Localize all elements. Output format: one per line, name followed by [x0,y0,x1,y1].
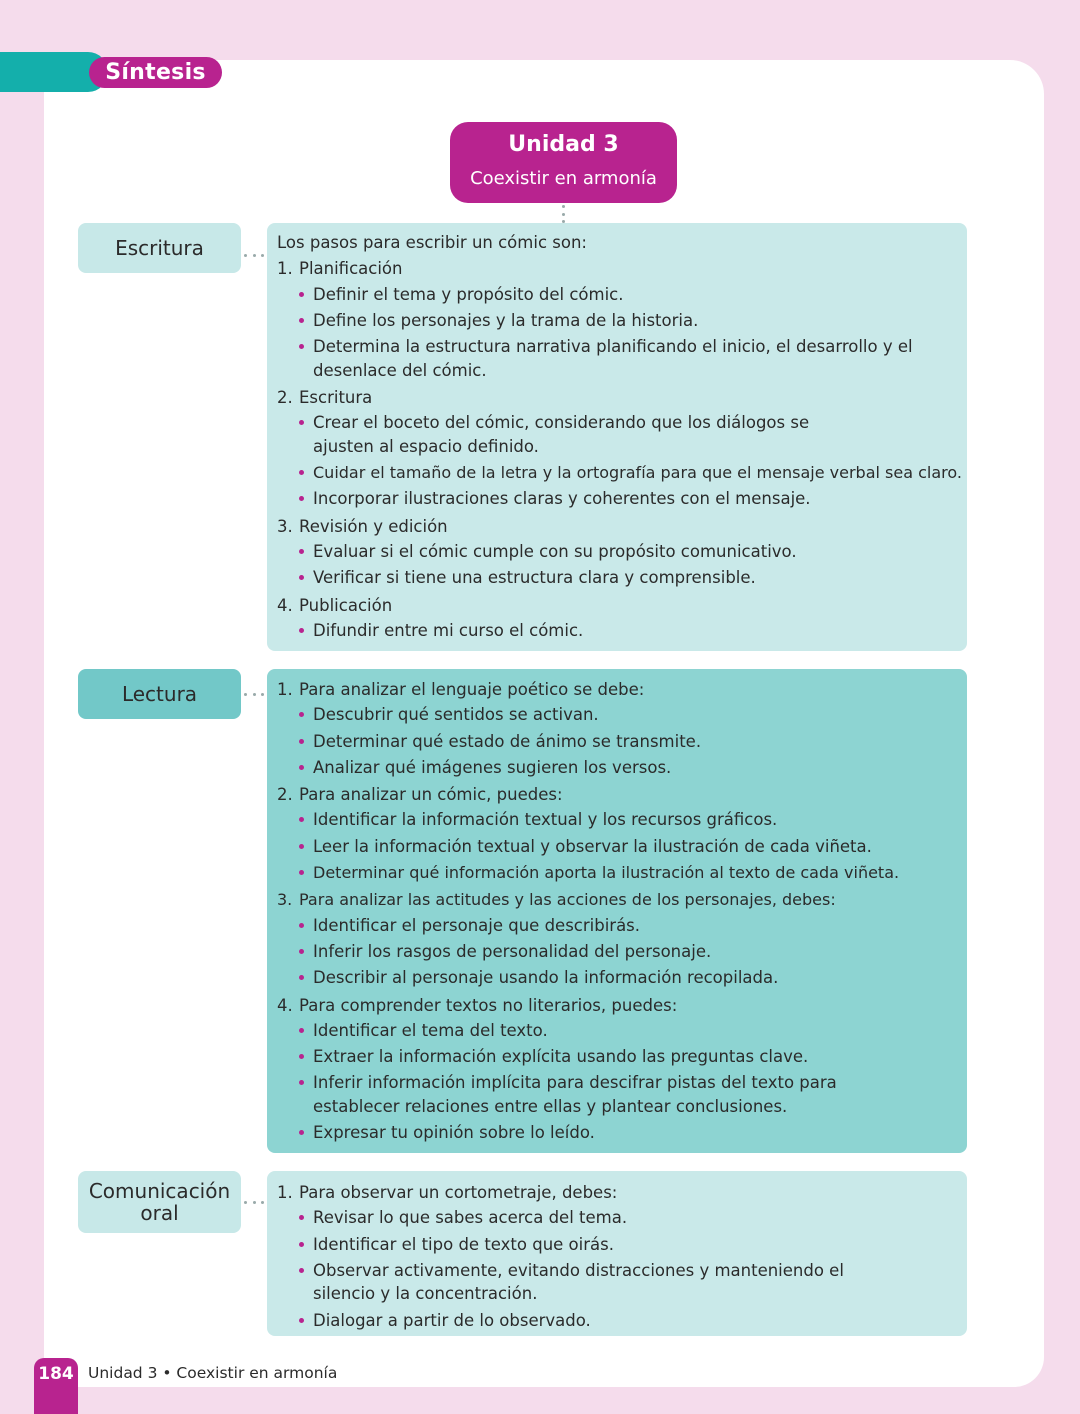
bullet-icon [299,496,304,501]
list-item: Crear el boceto del cómic, considerando que los diálogos se ajusten al espacio definido. [277,411,957,458]
bullet-icon [299,844,304,849]
step-heading: 1. Planificación [277,259,403,279]
list-item: Expresar tu opinión sobre lo leído. [277,1121,957,1145]
panel-lectura [267,669,967,1153]
connector-dots [244,253,264,257]
category-comunicacion-oral [78,1171,241,1233]
bullet-icon [299,628,304,633]
list-item: Determinar qué información aporta la ilustración al texto de cada viñeta. [277,861,957,885]
list-item: Evaluar si el cómic cumple con su propósito comunicativo. [277,540,957,564]
bullet-icon [299,420,304,425]
bullet-icon [299,292,304,297]
bullet-icon [299,318,304,323]
category-label: Escritura [115,236,204,260]
list-item: Revisar lo que sabes acerca del tema. [277,1206,957,1230]
list-item: Inferir los rasgos de personalidad del personaje. [277,940,957,964]
list-item: Identificar el tema del texto. [277,1019,957,1043]
list-item: Define los personajes y la trama de la historia. [277,309,957,333]
category-lectura [78,669,241,719]
bullet-icon [299,470,304,475]
list-item: Inferir información implícita para descifrar pistas del texto para establecer relaciones entre ellas y plantear conclusiones. [277,1071,957,1118]
bullet-icon [299,1028,304,1033]
running-title: Unidad 3 • Coexistir en armonía [88,1364,338,1382]
bullet-icon [299,739,304,744]
step-heading: 3. Para analizar las actitudes y las acciones de los personajes, debes: [277,890,836,910]
vertical-connector-dots [562,205,566,223]
bullet-icon [299,1054,304,1059]
list-item: Definir el tema y propósito del cómic. [277,283,957,307]
bullet-icon [299,344,304,349]
unit-header-box [450,122,677,203]
bullet-icon [299,1242,304,1247]
category-label: Lectura [121,682,198,706]
bullet-icon [299,1080,304,1085]
step-heading: 3. Revisión y edición [277,516,448,536]
bullet-icon [299,575,304,580]
bullet-icon [299,1268,304,1273]
list-item: Extraer la información explícita usando las preguntas clave. [277,1045,957,1069]
list-item: Descubrir qué sentidos se activan. [277,703,957,727]
bullet-icon [299,1130,304,1135]
list-item: Dialogar a partir de lo observado. [277,1309,957,1333]
step-heading: 1. Para analizar el lenguaje poético se debe: [277,680,645,699]
connector-dots [244,692,264,696]
panel-comunicacion-oral [267,1171,967,1336]
list-item: Identificar el tipo de texto que oirás. [277,1233,957,1257]
list-item: Observar activamente, evitando distracciones y manteniendo el silencio y la concentración. [277,1259,957,1306]
list-item: Describir al personaje usando la información recopilada. [277,966,957,990]
bullet-icon [299,923,304,928]
list-item: Analizar qué imágenes sugieren los versos. [277,756,957,780]
step-heading: 4. Para comprender textos no literarios, puedes: [277,995,678,1015]
list-item: Verificar si tiene una estructura clara y comprensible. [277,566,957,590]
list-item: Determinar qué estado de ánimo se transmite. [277,730,957,754]
step-heading: 2. Para analizar un cómic, puedes: [277,785,563,805]
list-item: Identificar la información textual y los recursos gráficos. [277,808,957,832]
unit-subtitle: Coexistir en armonía [470,168,657,189]
page-number: 184 [34,1358,78,1414]
bullet-icon [299,765,304,770]
section-label: Síntesis [89,57,222,88]
step-heading: 2. Escritura [277,387,373,407]
list-item: Leer la información textual y observar la ilustración de cada viñeta. [277,835,957,859]
connector-dots [244,1200,264,1204]
unit-title: Unidad 3 [508,132,619,157]
bullet-icon [299,1215,304,1220]
step-heading: 1. Para observar un cortometraje, debes: [277,1183,618,1202]
panel-escritura [267,223,967,651]
bullet-icon [299,549,304,554]
bullet-icon [299,870,304,875]
list-item: Determina la estructura narrativa planificando el inicio, el desarrollo y el desenlace del cómic. [277,335,957,382]
bullet-icon [299,1318,304,1323]
bullet-icon [299,949,304,954]
category-label-line1: Comunicación [88,1179,231,1203]
bullet-icon [299,817,304,822]
list-item: Difundir entre mi curso el cómic. [277,619,957,643]
list-item: Cuidar el tamaño de la letra y la ortografía para que el mensaje verbal sea claro. [277,461,957,485]
category-escritura [78,223,241,273]
step-heading: 4. Publicación [277,595,393,615]
list-item: Incorporar ilustraciones claras y coherentes con el mensaje. [277,487,957,511]
bullet-icon [299,975,304,980]
category-label-line2: oral [140,1201,179,1225]
list-item: Identificar el personaje que describirás. [277,914,957,938]
bullet-icon [299,712,304,717]
panel-intro: Los pasos para escribir un cómic son: [277,233,587,252]
